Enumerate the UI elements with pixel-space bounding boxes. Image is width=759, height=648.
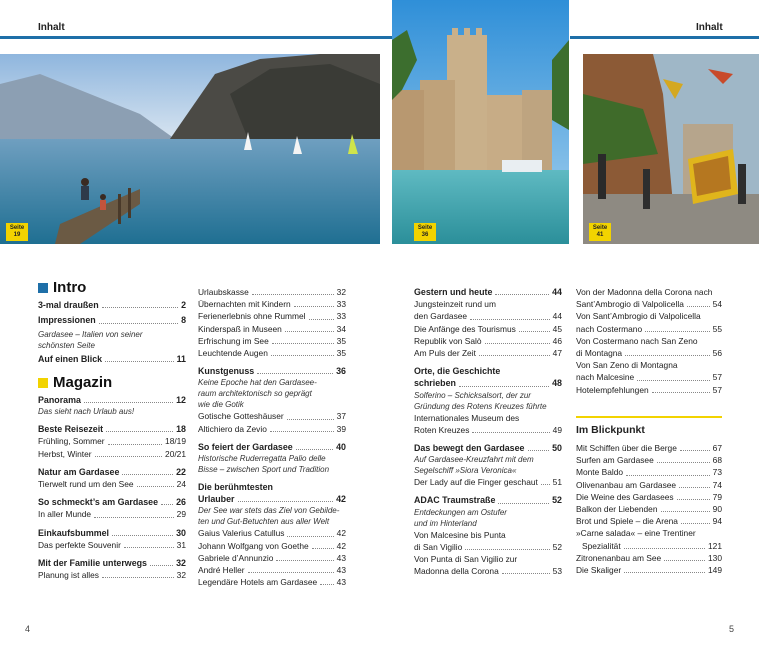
page-badge: Seite 19 (6, 223, 28, 241)
page-number-right: 5 (729, 624, 735, 634)
toc-entry[interactable]: Spezialität 121 (582, 540, 722, 551)
toc-entry[interactable]: Zitronenanbau am See 130 (576, 552, 722, 563)
toc-entry[interactable]: Übernachten mit Kindern 33 (198, 299, 346, 310)
toc-entry[interactable]: Das perfekte Souvenir 31 (38, 539, 186, 550)
toc-entry-line1[interactable]: Von der Madonna della Corona nach (576, 287, 713, 297)
toc-entry[interactable]: Einkaufsbummel 30 (38, 527, 186, 538)
toc-entry[interactable]: So feiert der Gardasee 40 (198, 441, 346, 452)
toc-entry[interactable]: Urlauber 42 (198, 494, 346, 505)
section-marker (38, 378, 48, 388)
toc-entry[interactable]: Herbst, Winter 20/21 (38, 448, 186, 459)
toc-entry[interactable]: Madonna della Corona 53 (414, 566, 562, 577)
toc-entry[interactable]: Surfen am Gardasee 68 (576, 455, 722, 466)
toc-entry[interactable]: Die Weine des Gardasees 79 (576, 491, 722, 502)
header-rule-right (570, 36, 759, 39)
toc-entry[interactable]: Legendäre Hotels am Gardasee 43 (198, 577, 346, 588)
toc-entry[interactable]: Altichiero da Zevio 39 (198, 423, 346, 434)
toc-entry[interactable]: Urlaubskasse 32 (198, 287, 346, 297)
toc-entry[interactable]: Balkon der Liebenden 90 (576, 504, 722, 515)
toc-entry[interactable]: André Heller 43 (198, 565, 346, 576)
lake-photo (0, 54, 380, 244)
toc-entry[interactable]: Brot und Spiele – die Arena 94 (576, 516, 722, 527)
toc-entry[interactable]: In aller Munde 29 (38, 509, 186, 520)
blickpunkt-rule (576, 416, 722, 418)
toc-entry[interactable]: Mit Schiffen über die Berge 67 (576, 443, 722, 454)
page-badge: Seite 41 (589, 223, 611, 241)
toc-entry[interactable]: Frühling, Sommer 18/19 (38, 436, 186, 447)
intro-section-title: Intro (38, 282, 186, 294)
header-left-label: Inhalt (38, 22, 65, 33)
toc-entry-line1[interactable]: Von Costermano nach San Zeno (576, 335, 698, 346)
toc-entry[interactable]: nach Costermano 55 (576, 323, 722, 334)
toc-entry[interactable]: Auf einen Blick 11 (38, 353, 186, 364)
toc-entry[interactable]: ADAC Traumstraße 52 (414, 495, 562, 506)
toc-entry[interactable]: Das bewegt den Gardasee 50 (414, 443, 562, 454)
toc-entry[interactable]: Natur am Gardasee 22 (38, 466, 186, 477)
toc-entry[interactable]: Tierwelt rund um den See 24 (38, 479, 186, 490)
toc-column-3 (414, 286, 562, 577)
toc-entry[interactable]: di San Vigilio 52 (414, 541, 562, 552)
toc-entry[interactable]: Johann Wolfgang von Goethe 42 (198, 540, 346, 551)
toc-entry[interactable]: Gestern und heute 44 (414, 287, 562, 297)
toc-entry[interactable]: Ferienerlebnis ohne Rummel 33 (198, 311, 346, 322)
toc-entry[interactable]: 3-mal draußen 2 (38, 300, 186, 311)
toc-entry[interactable]: schrieben 48 (414, 378, 562, 389)
toc-entry[interactable]: Kinderspaß in Museen 34 (198, 323, 346, 334)
toc-entry-line1[interactable]: Die berühmtesten (198, 482, 273, 493)
toc-description: Der See war stets das Ziel von Gebilde- ten und Gut-Betuchten aus aller Welt (198, 506, 340, 527)
toc-entry[interactable]: Die Anfänge des Tourismus 45 (414, 323, 562, 334)
toc-column-2 (198, 286, 346, 588)
toc-entry[interactable]: Beste Reisezeit 18 (38, 424, 186, 435)
toc-entry-line1[interactable]: »Carne salada« – eine Trentiner (576, 528, 696, 539)
toc-description: Keine Epoche hat den Gardasee- raum architektonisch so geprägt wie die Gotik (198, 378, 317, 410)
toc-description: Entdeckungen am Ostufer und im Hinterland (414, 507, 507, 528)
toc-entry[interactable]: Erfrischung im See 35 (198, 335, 346, 346)
toc-description: Gardasee – Italien von seiner schönsten Seite (38, 329, 143, 350)
toc-entry[interactable]: Impressionen 8 (38, 315, 186, 326)
toc-column-1 (38, 279, 186, 581)
toc-entry[interactable]: Der Lady auf die Finger geschaut 51 (414, 477, 562, 488)
section-marker (38, 283, 48, 293)
toc-description: Solferino – Schicksalsort, der zur Gründung des Rotens Kreuzes führte (414, 390, 547, 411)
toc-entry[interactable]: Kunstgenuss 36 (198, 366, 346, 377)
toc-entry[interactable]: So schmeckt’s am Gardasee 26 (38, 497, 186, 508)
toc-entry-line1[interactable]: Von Punta di San Vigilio zur (414, 554, 518, 565)
toc-entry[interactable]: Die Skaliger 149 (576, 565, 722, 576)
toc-description: Historische Ruderregatta Palio delle Bisse – zwischen Sport und Tradition (198, 454, 330, 475)
toc-entry[interactable]: Hotelempfehlungen 57 (576, 384, 722, 395)
toc-entry-line1[interactable]: Von Malcesine bis Punta (414, 529, 506, 540)
magazin-section-title: Magazin (38, 377, 186, 389)
toc-entry-line1[interactable]: Jungsteinzeit rund um (414, 299, 496, 310)
toc-entry-line1[interactable]: Von Sant’Ambrogio di Valpolicella (576, 311, 701, 322)
toc-entry[interactable]: Monte Baldo 73 (576, 467, 722, 478)
festival-photo (583, 54, 759, 244)
toc-description: Das sieht nach Urlaub aus! (38, 407, 135, 417)
toc-entry[interactable]: Leuchtende Augen 35 (198, 348, 346, 359)
toc-column-4 (576, 286, 722, 576)
castle-photo (392, 0, 569, 244)
page-number-left: 4 (25, 624, 31, 634)
toc-entry[interactable]: den Gardasee 44 (414, 311, 562, 322)
toc-entry[interactable]: Gaius Valerius Catullus 42 (198, 528, 346, 539)
toc-entry[interactable]: nach Malcesine 57 (576, 372, 722, 383)
toc-entry[interactable]: Sant’Ambrogio di Valpolicella 54 (576, 299, 722, 310)
blickpunkt-title: Im Blickpunkt (576, 423, 645, 436)
toc-entry[interactable]: Olivenanbau am Gardasee 74 (576, 479, 722, 490)
toc-entry-line1[interactable]: Internationales Museum des (414, 412, 520, 423)
toc-entry[interactable]: Panorama 12 (38, 395, 186, 406)
page-badge: Seite 36 (414, 223, 436, 241)
toc-entry-line1[interactable]: Orte, die Geschichte (414, 366, 501, 377)
toc-entry[interactable]: Am Puls der Zeit 47 (414, 348, 562, 359)
toc-entry[interactable]: di Montagna 56 (576, 348, 722, 359)
toc-description: Auf Gardasee-Kreuzfahrt mit dem Segelschiff »Siora Veronica« (414, 455, 534, 476)
toc-entry[interactable]: Planung ist alles 32 (38, 570, 186, 581)
toc-entry[interactable]: Republik von Salò 46 (414, 335, 562, 346)
header-right-label: Inhalt (696, 22, 723, 33)
toc-entry[interactable]: Gabriele d’Annunzio 43 (198, 552, 346, 563)
toc-entry[interactable]: Gotische Gotteshäuser 37 (198, 411, 346, 422)
toc-entry[interactable]: Mit der Familie unterwegs 32 (38, 558, 186, 569)
toc-entry-line1[interactable]: Von San Zeno di Montagna (576, 360, 678, 371)
toc-entry[interactable]: Roten Kreuzes 49 (414, 424, 562, 435)
header-rule-left (0, 36, 392, 39)
